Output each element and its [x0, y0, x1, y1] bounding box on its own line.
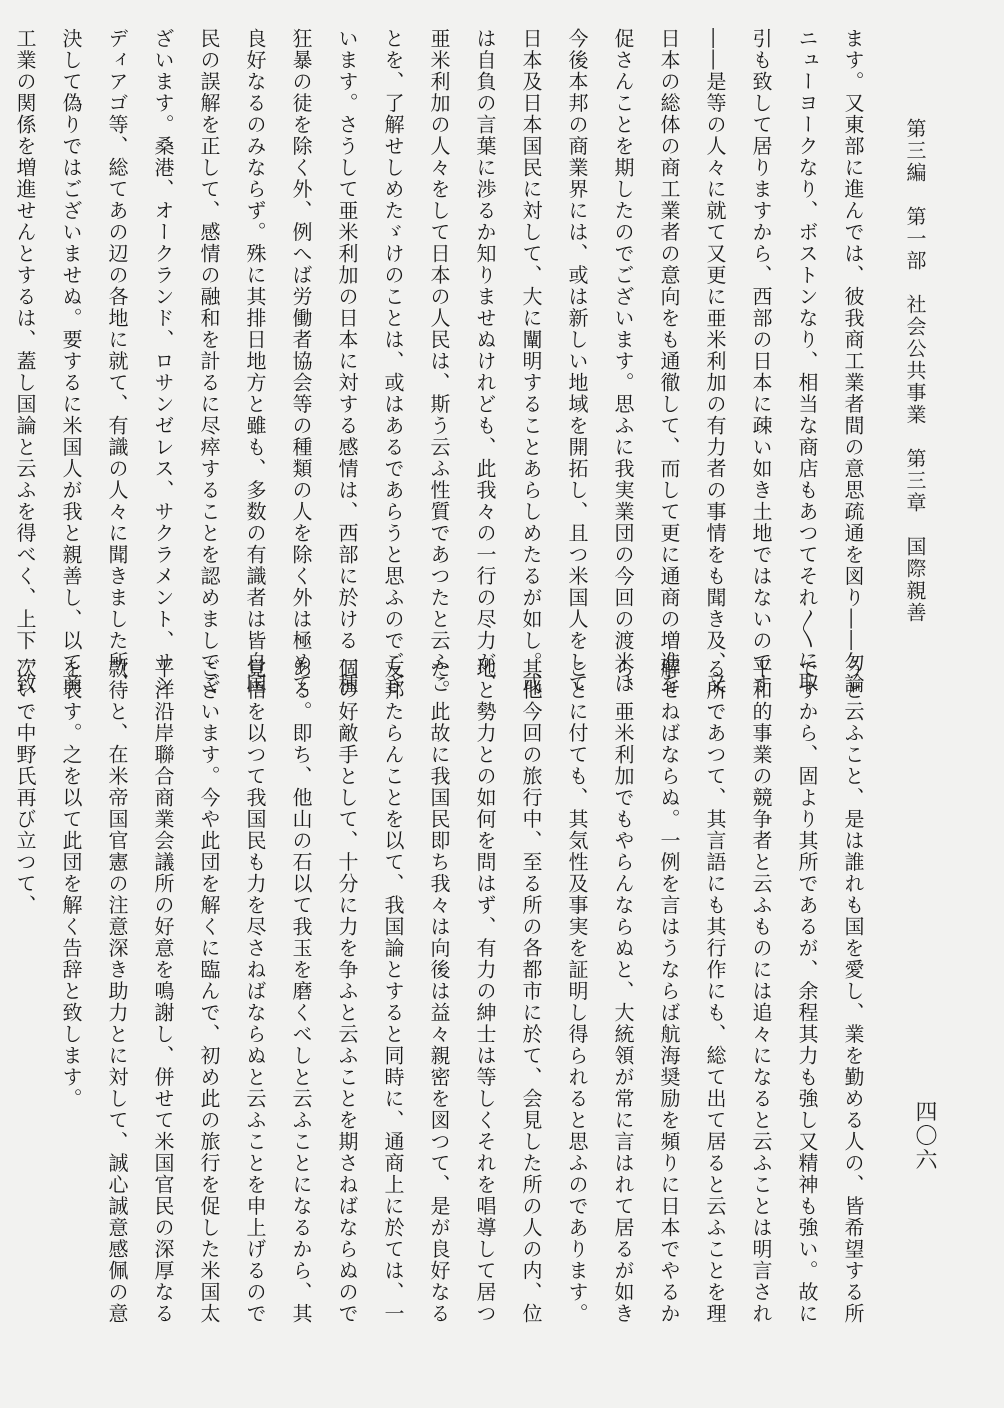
text-line: 平洋沿岸聯合商業会議所の好意を鳴謝し、併せて米国官民の深厚なる — [151, 658, 175, 1325]
text-line: 其他今回の旅行中、至る所の各都市に於て、会見した所の人の内、位 — [519, 658, 543, 1325]
running-head: 第三編 第一部 社会公共事業 第三章 国際親善 — [903, 118, 927, 624]
text-line: 亜米利加の人々をして日本の人民は、斯う云ふ性質であつたと云ふこ — [427, 28, 451, 695]
text-line: は自負の言葉に渉るか知りませぬけれども、此我々の一行の尽力が、 — [473, 28, 497, 695]
text-line: 個の好敵手として、十分に力を争ふと云ふことを期さねばならぬので — [335, 658, 359, 1325]
text-line: 決して偽りではございませぬ。要するに米国人が我と親善し、以て商 — [59, 28, 83, 695]
text-line: 日本及日本国民に対して、大に闡明することあらしめたるが如し。或 — [519, 28, 543, 695]
text-line: ら、亜米利加でもやらんならぬと、大統領が常に言はれて居るが如き — [611, 658, 635, 1325]
page-number: 四〇六 — [912, 1100, 937, 1172]
upper-text-block — [0, 28, 876, 695]
text-line: うと云ふこと、是は誰れも国を愛し、業を勤める人の、皆希望する所 — [841, 658, 865, 1325]
text-line: る所であつて、其言語にも其行作にも、総て出て居ると云ふことを理 — [703, 658, 727, 1325]
text-line: を表す。之を以て此団を解く告辞と致します。 — [59, 658, 83, 1110]
text-line: ます。又東部に進んでは、彼我商工業者間の意思疏通を図り――勿論 — [841, 28, 865, 695]
text-line: 狂暴の徒を除く外、例へば労働者協会等の種類の人を除く外は極めて — [289, 28, 313, 695]
text-line: 引も致して居りますから、西部の日本に疎い如き土地ではないのです — [749, 28, 773, 695]
text-line: ある。即ち、他山の石以て我玉を磨くべしと云ふことになるから、其 — [289, 658, 313, 1325]
text-line: 地と勢力との如何を問はず、有力の紳士は等しくそれを唱導して居つ — [473, 658, 497, 1325]
text-line: ニューヨークなり、ボストンなり、相当な商店もあつてそれ〳〵に取 — [795, 28, 819, 693]
text-line: 工業の関係を増進せんとするは、蓋し国論と云ふを得べく、上下一致 — [13, 28, 37, 695]
text-line: 民の誤解を正して、感情の融和を計るに尽瘁することを認めましてご — [197, 28, 221, 695]
text-line: 平和的事業の競争者と云ふものには追々になると云ふことは明言され — [749, 658, 773, 1325]
text-line: ことに付ても、其気性及事実を証明し得られると思ふのであります。 — [565, 658, 589, 1325]
text-line: います。さうして亜米利加の日本に対する感情は、西部に於ける一種 — [335, 28, 359, 695]
text-line: 次いで中野氏再び立つて、 — [13, 658, 37, 916]
text-line: 今後本邦の商業界には、或は新しい地域を開拓し、且つ米国人をして — [565, 28, 589, 695]
lower-text-block — [0, 658, 876, 1325]
text-line: とを、了解せしめたゞけのことは、或はあるであらうと思ふのでござ — [381, 28, 405, 695]
text-line: ざいます。桑港、オークランド、ロサンゼレス、サクラメント、サン — [151, 28, 175, 695]
text-line: ですから、固より其所であるが、余程其力も強し又精神も強い。故に — [795, 658, 819, 1325]
text-line: 解せねばならぬ。一例を言はうならば航海奨励を頻りに日本でやるか — [657, 658, 681, 1325]
text-line: た。此故に我国民即ち我々は向後は益々親密を図つて、是が良好なる — [427, 658, 451, 1325]
text-line: 日本の総体の商工業者の意向をも通徹して、而して更に通商の増進を — [657, 28, 681, 695]
text-line — [0, 28, 2, 648]
text-line: 款待と、在米帝国官憲の注意深き助力とに対して、誠心誠意感佩の意 — [105, 658, 129, 1325]
text-line: 覚悟を以つて我国民も力を尽さねばならぬと云ふことを申上げるので — [243, 658, 267, 1325]
text-line: ございます。今や此団を解くに臨んで、初め此の旅行を促した米国太 — [197, 658, 221, 1325]
text-line: ディアゴ等、総てあの辺の各地に就て、有識の人々に聞きました所、 — [105, 28, 129, 695]
text-line — [0, 658, 2, 1318]
text-line: 良好なるのみならず。殊に其排日地方と雖も、多数の有識者は皆自国 — [243, 28, 267, 695]
text-line: ――是等の人々に就て又更に亜米利加の有力者の事情をも聞き及、又 — [703, 28, 727, 695]
text-line: 友邦たらんことを以て、我国論とすると同時に、通商上に於ては、一 — [381, 658, 405, 1325]
text-line: 促さんことを期したのでございます。思ふに我実業団の今回の渡米は — [611, 28, 635, 695]
